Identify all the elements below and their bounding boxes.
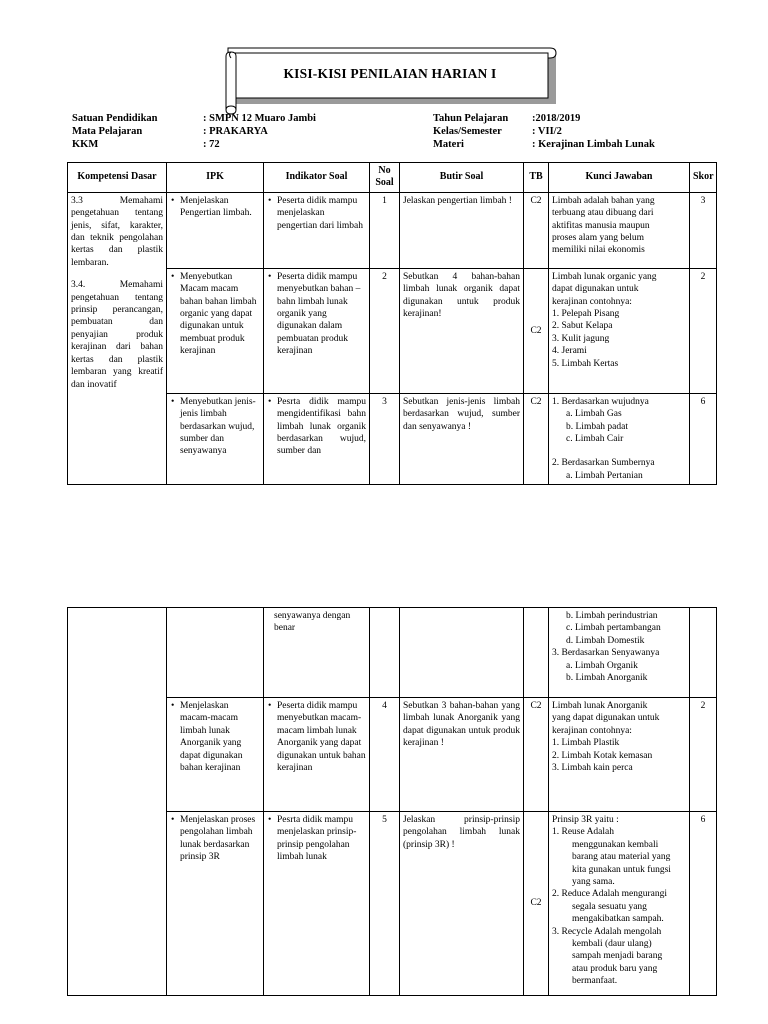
- kunci-line: a. Limbah Gas: [566, 409, 622, 420]
- kompetensi-dasar-cell: [68, 608, 167, 996]
- butir-soal: [400, 608, 524, 698]
- kunci-line: menggunakan kembali: [572, 839, 659, 850]
- indikator-text: • Peserta didik mampu menyebutkan bahan –bahn limbah lunak organik yang digunakan dalam pembuatan produk kerajinan: [267, 271, 366, 358]
- butir-soal: Sebutkan 3 bahan-bahan yang limbah lunak Anorganik yang dapat digunakan untuk produk kerajinan !: [400, 698, 524, 812]
- header-kompetensi-dasar: Kompetensi Dasar: [68, 163, 167, 193]
- kunci-line: atau produk baru yang: [572, 963, 658, 974]
- info-value: : Kerajinan Limbah Lunak: [532, 139, 655, 150]
- kunci-line: 3. Berdasarkan Senyawanya: [552, 648, 660, 659]
- kunci-line: 3. Recycle Adalah mengolah: [552, 926, 662, 937]
- no-soal: 1: [370, 192, 400, 268]
- kunci-jawaban: [549, 698, 690, 812]
- kunci-jawaban: [549, 192, 690, 268]
- header-no-soal: No Soal: [370, 163, 400, 193]
- info-label: Tahun Pelajaran: [433, 113, 509, 124]
- kunci-line: 3. Kulit jagung: [552, 333, 610, 344]
- info-label: Materi: [433, 139, 464, 150]
- header-skor: Skor: [690, 163, 717, 193]
- ipk-text: • Menjelaskan macam-macam limbah lunak Anorganik yang dapat digunakan bahan kerajinan: [170, 700, 260, 774]
- header-butir-soal: Butir Soal: [400, 163, 524, 193]
- indikator-text: senyawanya dengan benar: [264, 608, 370, 698]
- tb-level: [524, 608, 549, 698]
- table-header-row: [68, 163, 717, 193]
- kunci-jawaban: [549, 393, 690, 484]
- kunci-line: kembali (daur ulang): [572, 939, 652, 950]
- page-title: KISI-KISI PENILAIAN HARIAN I: [283, 66, 497, 81]
- info-label: KKM: [72, 139, 99, 150]
- kunci-line: c. Limbah Cair: [566, 434, 624, 445]
- kunci-line: d. Limbah Domestik: [566, 635, 645, 646]
- indikator-text: • Peserta didik mampu menyebutkan macam-macam limbah lunak Anorganik yang dapat digunakan untuk bahan kerajinan: [267, 700, 366, 774]
- info-left-values: [203, 112, 316, 151]
- ipk-text: • Menjelaskan Pengertian limbah.: [170, 195, 260, 220]
- butir-soal: Sebutkan jenis-jenis limbah berdasarkan wujud, sumber dan senyawanya !: [400, 393, 524, 484]
- kunci-line: sampah menjadi barang: [572, 951, 663, 962]
- kunci-line: a. Limbah Organik: [566, 660, 638, 671]
- title-banner: [222, 44, 558, 118]
- skor: 2: [690, 268, 717, 393]
- tb-level: C2: [524, 393, 549, 484]
- kunci-line: b. Limbah perindustrian: [566, 611, 658, 621]
- info-value: : PRAKARYA: [203, 126, 268, 137]
- no-soal: [370, 608, 400, 698]
- kunci-line: Limbah lunak organic yang: [552, 271, 657, 282]
- kunci-line: memiliki nilai ekonomis: [552, 245, 645, 256]
- info-label: Kelas/Semester: [433, 126, 502, 137]
- skor: [690, 608, 717, 698]
- kunci-line: dapat digunakan untuk: [552, 284, 639, 295]
- kunci-line: 1. Limbah Plastik: [552, 738, 620, 749]
- kunci-line: yang sama.: [572, 877, 615, 888]
- info-right-labels: [433, 112, 508, 151]
- indikator-text: • Peserta didik mampu menjelaskan pengertian dari limbah: [267, 195, 366, 232]
- kunci-line: b. Limbah Anorganik: [566, 673, 648, 684]
- kunci-line: kerajinan contohnya:: [552, 725, 632, 736]
- kunci-line: b. Limbah padat: [566, 421, 628, 432]
- kunci-line: kerajinan contohnya:: [552, 296, 632, 307]
- header-indikator-soal: Indikator Soal: [264, 163, 370, 193]
- kunci-line: Prinsip 3R yaitu :: [552, 815, 619, 825]
- kompetensi-dasar-cell: [68, 192, 167, 484]
- butir-soal: Jelaskan prinsip-prinsip pengolahan limbah lunak (prinsip 3R) !: [400, 812, 524, 996]
- kunci-line: aktifitas manusia maupun: [552, 220, 650, 231]
- no-soal: 2: [370, 268, 400, 393]
- kisi-kisi-table-page1: [67, 162, 717, 485]
- info-value: : SMPN 12 Muaro Jambi: [203, 113, 316, 124]
- indikator-text: • Pesrta didik mampu menjelaskan prinsip-prinsip pengolahan limbah lunak: [267, 814, 366, 864]
- tb-level: C2: [524, 812, 549, 996]
- info-label: Mata Pelajaran: [72, 126, 143, 137]
- table-row: [68, 608, 717, 698]
- kd-3-3: 3.3 Memahami pengetahuan tentang jenis, sifat, karakter, dan teknik pengolahan kertas dan plastik lembaran.: [71, 195, 163, 268]
- info-value: :2018/2019: [532, 113, 581, 124]
- ipk-text: • Menyebutkan jenis-jenis limbah berdasarkan wujud, sumber dan senyawanya: [170, 396, 260, 458]
- no-soal: 3: [370, 393, 400, 484]
- info-left-labels: [72, 112, 158, 151]
- info-right-values: [532, 112, 655, 151]
- kunci-line: terbuang atau dibuang dari: [552, 208, 654, 219]
- kunci-line: c. Limbah pertambangan: [566, 623, 661, 634]
- kunci-line: 2. Limbah Kotak kemasan: [552, 750, 653, 761]
- kunci-jawaban: [549, 608, 690, 698]
- skor: 3: [690, 192, 717, 268]
- info-value: : VII/2: [532, 126, 562, 137]
- tb-level: C2: [524, 698, 549, 812]
- tb-level: C2: [524, 192, 549, 268]
- kunci-jawaban: [549, 268, 690, 393]
- kd-3-4: 3.4. Memahami pengetahuan tentang prinsip perancangan, pembuatan dan penyajian produk kerajinan dari bahan kertas dan plastik lembaran yang kreatif dan inovatif: [71, 280, 163, 390]
- ipk-text: • Menjelaskan proses pengolahan limbah lunak berdasarkan prinsip 3R: [170, 814, 260, 864]
- indikator-text: • Pesrta didik mampu mengidentifikasi bahn limbah lunak organik berdasarkan wujud, sumber dan: [267, 396, 366, 458]
- kunci-line: a. Limbah Pertanian: [566, 470, 643, 481]
- kunci-line: 2. Berdasarkan Sumbernya: [552, 458, 655, 469]
- kunci-line: segala sesuatu yang: [572, 901, 647, 912]
- kunci-jawaban: [549, 812, 690, 996]
- butir-soal: Sebutkan 4 bahan-bahan limbah lunak organik dapat digunakan untuk produk kerajinan!: [400, 268, 524, 393]
- kunci-line: proses alam yang belum: [552, 233, 645, 244]
- ipk-text: [167, 608, 264, 698]
- kunci-line: 4. Jerami: [552, 346, 587, 357]
- kunci-line: Limbah lunak Anorganik: [552, 701, 648, 711]
- info-label: Satuan Pendidikan: [72, 113, 158, 124]
- no-soal: 5: [370, 812, 400, 996]
- kunci-line: barang atau material yang: [572, 852, 671, 863]
- table-row: [68, 192, 717, 268]
- kunci-line: 5. Limbah Kertas: [552, 358, 619, 369]
- header-kunci-jawaban: Kunci Jawaban: [549, 163, 690, 193]
- butir-soal: Jelaskan pengertian limbah !: [400, 192, 524, 268]
- kunci-line: kita gunakan untuk fungsi: [572, 864, 671, 875]
- kunci-line: 1. Pelepah Pisang: [552, 309, 620, 320]
- kunci-line: mengakibatkan sampah.: [572, 914, 664, 925]
- skor: 6: [690, 812, 717, 996]
- kunci-line: 2. Reduce Adalah mengurangi: [552, 889, 668, 900]
- header-ipk: IPK: [167, 163, 264, 193]
- kunci-line: 3. Limbah kain perca: [552, 763, 633, 774]
- tb-level: C2: [524, 268, 549, 393]
- kunci-line: Limbah adalah bahan yang: [552, 195, 655, 206]
- info-value: : 72: [203, 139, 220, 150]
- ipk-text: • Menyebutkan Macam macam bahan bahan limbah organic yang dapat digunakan untuk membuat produk kerajinan: [170, 271, 260, 358]
- skor: 6: [690, 393, 717, 484]
- kunci-line: 1. Berdasarkan wujudnya: [552, 396, 649, 407]
- kisi-kisi-table-page2: [67, 607, 717, 996]
- kunci-line: 1. Reuse Adalah: [552, 827, 615, 838]
- skor: 2: [690, 698, 717, 812]
- kunci-line: bermanfaat.: [572, 976, 618, 987]
- no-soal: 4: [370, 698, 400, 812]
- kunci-line: yang dapat digunakan untuk: [552, 713, 660, 724]
- kunci-line: 2. Sabut Kelapa: [552, 321, 613, 332]
- header-tb: TB: [524, 163, 549, 193]
